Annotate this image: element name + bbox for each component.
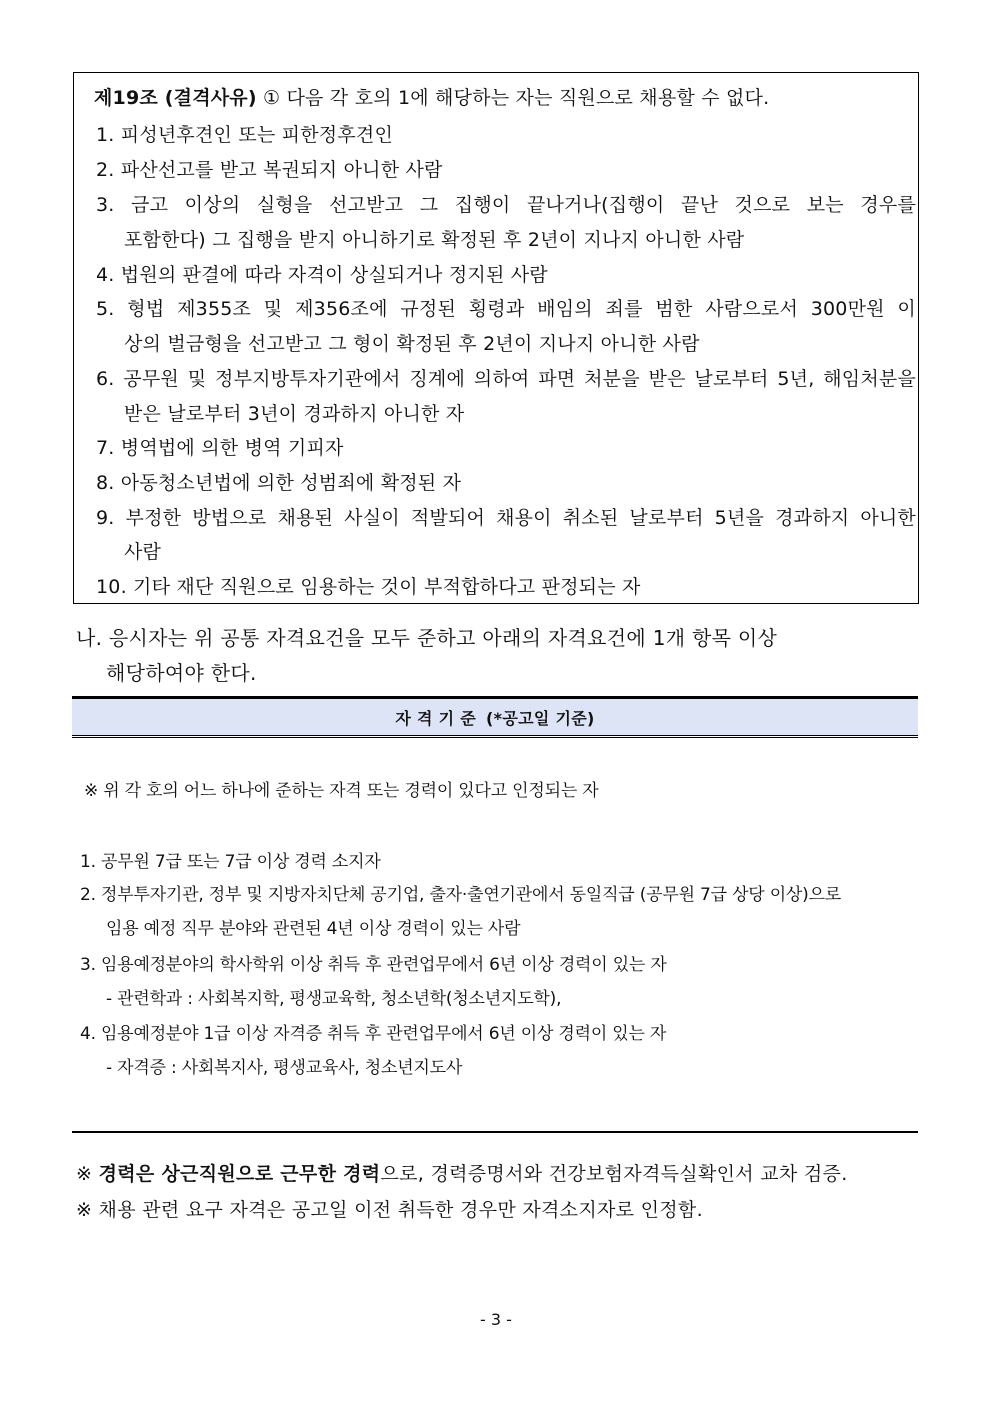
qualification-header	[395, 706, 594, 729]
disqualification-item-continued: 사람	[124, 541, 162, 563]
qualification-intro: ※ 위 각 호의 어느 하나에 준하는 자격 또는 경력이 있다고 인정되는 자	[84, 781, 599, 801]
page-number: - 3 -	[480, 1310, 512, 1329]
qualification-line: 1. 공무원 7급 또는 7급 이상 경력 소지자	[80, 852, 381, 872]
article-heading	[94, 83, 769, 110]
note-emphasis: 경력은 상근직원으로 근무한 경력	[98, 1163, 381, 1185]
disqualification-item: 9. 부정한 방법으로 채용된 사실이 적발되어 채용이 취소된 날로부터 5년을 경과하지 아니한	[96, 507, 916, 529]
qualification-header-main: 자 격 기 준	[395, 708, 477, 728]
article-intro: ① 다음 각 호의 1에 해당하는 자는 직원으로 채용할 수 없다.	[256, 87, 770, 109]
qualification-header-note: (*공고일 기준)	[486, 708, 595, 728]
qualification-line: 3. 임용예정분야의 학사학위 이상 취득 후 관련업무에서 6년 이상 경력이 있는 자	[80, 955, 667, 975]
article-title: 제19조 (결격사유)	[94, 87, 257, 109]
disqualification-item: 1. 피성년후견인 또는 피한정후견인	[96, 124, 394, 146]
qualification-header-rule	[72, 737, 918, 738]
disqualification-item-continued: 받은 날로부터 3년이 경과하지 아니한 자	[124, 403, 465, 425]
disqualification-item: 8. 아동청소년법에 의한 성범죄에 확정된 자	[96, 472, 462, 494]
disqualification-item: 6. 공무원 및 정부지방투자기관에서 징계에 의하여 파면 처분을 받은 날로부터 5년, 해임처분을	[96, 368, 916, 390]
disqualification-item: 10. 기타 재단 직원으로 임용하는 것이 부적합하다고 판정되는 자	[96, 576, 641, 598]
disqualification-item-continued: 포함한다) 그 집행을 받지 아니하기로 확정된 후 2년이 지나지 아니한 사람	[124, 229, 745, 251]
qualification-line-continued: 임용 예정 직무 분야와 관련된 4년 이상 경력이 있는 사람	[106, 919, 521, 939]
note-text: 으로, 경력증명서와 건강보험자격득실확인서 교차 검증.	[380, 1163, 848, 1185]
qualification-line: 4. 임용예정분야 1급 이상 자격증 취득 후 관련업무에서 6년 이상 경력이 있는 자	[80, 1024, 667, 1044]
disqualification-item: 2. 파산선고를 받고 복권되지 아니한 사람	[96, 159, 443, 181]
disqualification-item: 3. 금고 이상의 실형을 선고받고 그 집행이 끝나거나(집행이 끝난 것으로 보는 경우를	[96, 194, 916, 216]
section-divider	[72, 1131, 918, 1133]
article-19-box	[73, 72, 919, 604]
qualification-date-note: ※ 채용 관련 요구 자격은 공고일 이전 취득한 경우만 자격소지자로 인정함.	[76, 1199, 703, 1221]
qualification-subline: - 자격증 : 사회복지사, 평생교육사, 청소년지도사	[106, 1058, 463, 1078]
career-note	[76, 1159, 848, 1186]
qualification-subline: - 관련학과 : 사회복지학, 평생교육학, 청소년학(청소년지도학),	[106, 989, 562, 1009]
qualification-line: 2. 정부투자기관, 정부 및 지방자치단체 공기업, 출자·출연기관에서 동일직급 (공무원 7급 상당 이상)으로	[80, 885, 842, 905]
section-na-line1: 나. 응시자는 위 공통 자격요건을 모두 준하고 아래의 자격요건에 1개 항목 이상	[76, 626, 778, 650]
disqualification-item: 4. 법원의 판결에 따라 자격이 상실되거나 정지된 사람	[96, 264, 548, 286]
disqualification-item: 5. 형법 제355조 및 제356조에 규정된 횡령과 배임의 죄를 범한 사람으로서 300만원 이	[96, 298, 916, 320]
disqualification-item: 7. 병역법에 의한 병역 기피자	[96, 437, 344, 459]
section-na-line2: 해당하여야 한다.	[106, 661, 257, 685]
disqualification-item-continued: 상의 벌금형을 선고받고 그 형이 확정된 후 2년이 지나지 아니한 사람	[124, 333, 700, 355]
note-mark: ※	[76, 1163, 99, 1185]
qualification-header-bar	[72, 696, 918, 736]
